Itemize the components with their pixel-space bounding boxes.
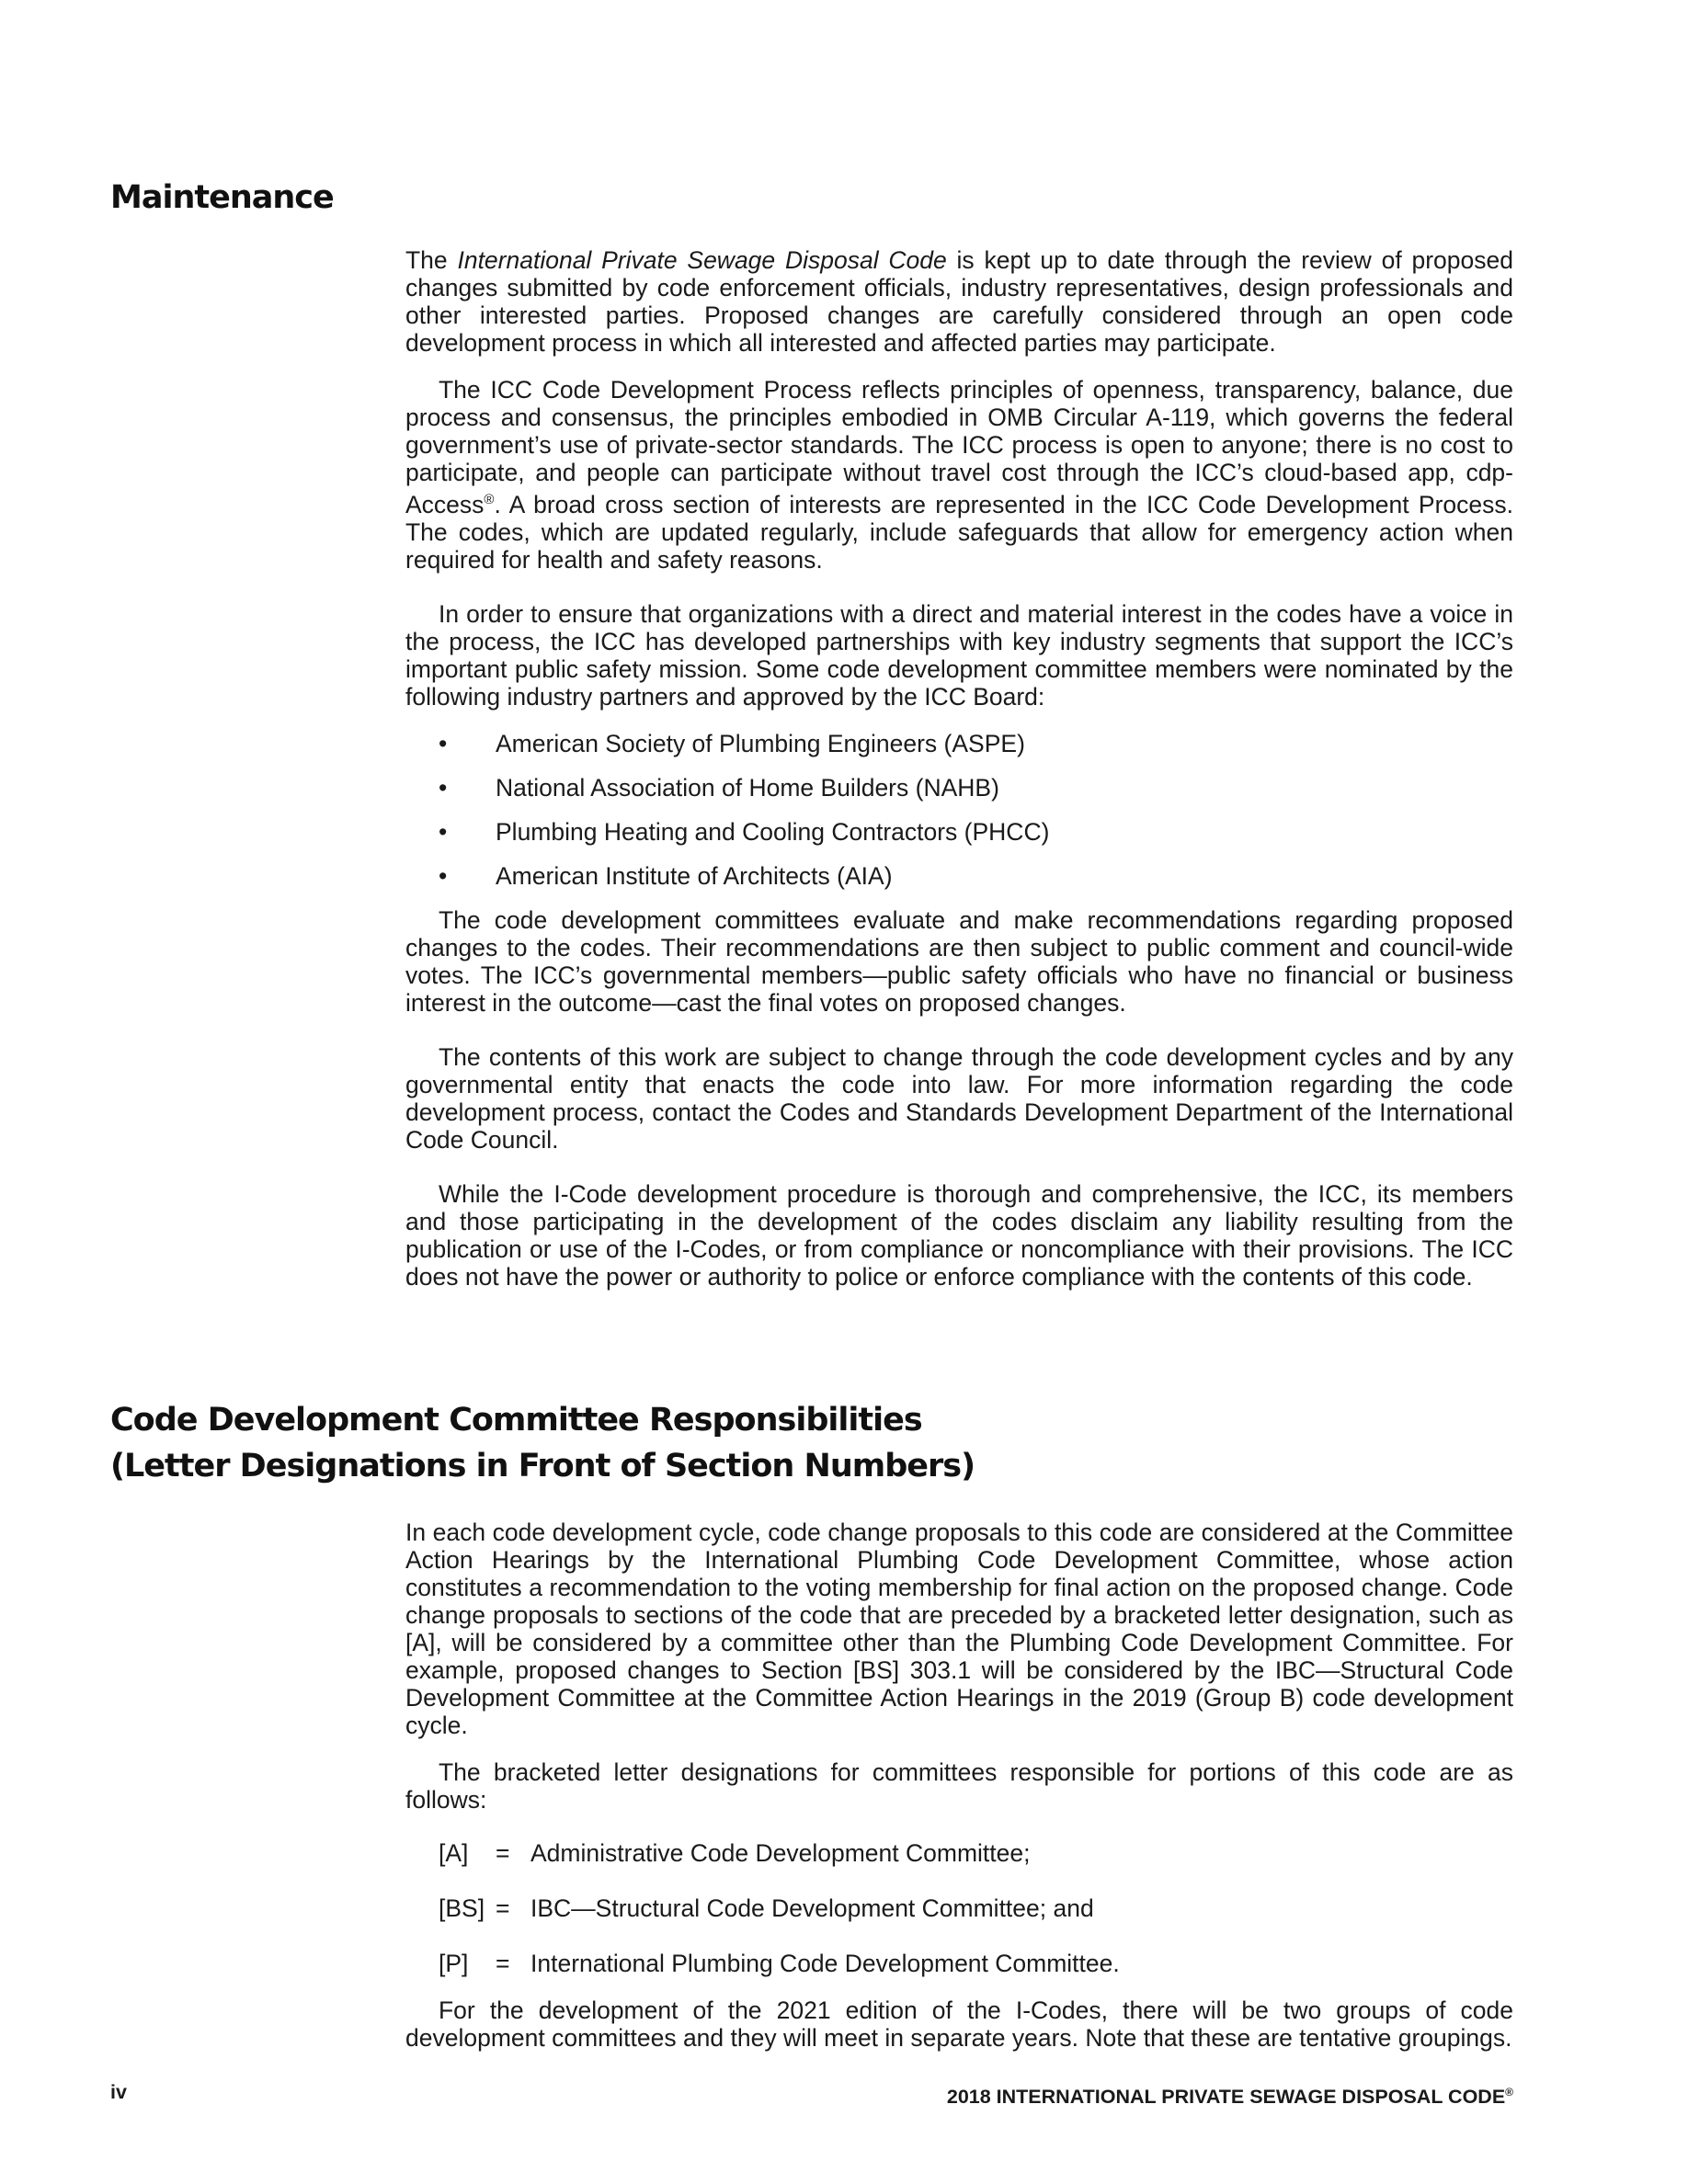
- registered-mark: ®: [484, 492, 495, 507]
- page-number: iv: [110, 2081, 127, 2103]
- designation-item: [P] = International Plumbing Code Development Committee.: [439, 1950, 1120, 1977]
- committee-paragraph: In each code development cycle, code change proposals to this code are considered at the Committee Action Hearings by the International Plumbing Code Development Committee, whose action constitutes a recommendation to the voting membership for final action on the proposed change. Code change proposals to sections of the code that are preceded by a bracketed letter designation, such as [A], will be considered by a committee other than the Plumbing Code Development Committee. For example, proposed changes to Section [BS] 303.1 will be considered by the IBC—Structural Code Development Committee at the Committee Action Hearings in the 2019 (Group B) code development cycle.: [405, 1519, 1513, 1739]
- running-footer-title: 2018 INTERNATIONAL PRIVATE SEWAGE DISPOSAL CODE®: [946, 2086, 1513, 2109]
- list-item: • Plumbing Heating and Cooling Contractors (PHCC): [439, 817, 1050, 846]
- list-item: • National Association of Home Builders (NAHB): [439, 773, 999, 802]
- list-item: • American Institute of Architects (AIA): [439, 861, 893, 890]
- bullet-icon: •: [439, 773, 448, 802]
- list-item: • American Society of Plumbing Engineers (ASPE): [439, 729, 1025, 757]
- bullet-icon: •: [439, 861, 448, 890]
- designation-item: [A] = Administrative Code Development Committee;: [439, 1839, 1031, 1867]
- maintenance-paragraph: The contents of this work are subject to change through the code development cycles and by any governmental entity that enacts the code into law. For more information regarding the code development process, contact the Codes and Standards Development Department of the International Code Council.: [405, 1042, 1513, 1154]
- maintenance-paragraph: While the I-Code development procedure is thorough and comprehensive, the ICC, its members and those participating in the development of the codes disclaim any liability resulting from the publication or use of the I-Codes, or from compliance or noncompliance with their provisions. The ICC does not have the power or authority to police or enforce compliance with the contents of this code.: [405, 1179, 1513, 1291]
- industry-partners-list: [405, 730, 1513, 890]
- designation-item: [BS] = IBC—Structural Code Development Committee; and: [439, 1894, 1094, 1922]
- committee-paragraph: For the development of the 2021 edition of the I-Codes, there will be two groups of code development committees and they will meet in separate years. Note that these are tentative groupings.: [405, 1996, 1513, 2052]
- maintenance-paragraph: The ICC Code Development Process reflects principles of openness, transparency, balance, due process and consensus, the principles embodied in OMB Circular A-119, which governs the federal government’s use of private-sector standards. The ICC process is open to anyone; there is no cost to participate, and people can participate without travel cost through the ICC’s cloud-based app, cdp-Access®. A broad cross section of interests are represented in the ICC Code Development Process. The codes, which are updated regularly, include safeguards that allow for emergency action when required for health and safety reasons.: [405, 376, 1513, 574]
- bullet-icon: •: [439, 817, 448, 846]
- maintenance-heading: Maintenance: [110, 179, 334, 216]
- committee-heading: Code Development Committee Responsibilities (Letter Designations in Front of Section Numbers): [110, 1402, 975, 1484]
- bullet-icon: •: [439, 729, 448, 757]
- maintenance-paragraph: The International Private Sewage Disposal Code is kept up to date through the review of proposed changes submitted by code enforcement officials, industry representatives, design professionals and other interested parties. Proposed changes are carefully considered through an open code development process in which all interested and affected parties may participate.: [405, 246, 1513, 357]
- committee-paragraph: The bracketed letter designations for committees responsible for portions of this code are as follows:: [405, 1758, 1513, 1814]
- maintenance-paragraph: In order to ensure that organizations with a direct and material interest in the codes have a voice in the process, the ICC has developed partnerships with key industry segments that support the ICC’s important public safety mission. Some code development committee members were nominated by the following industry partners and approved by the ICC Board:: [405, 599, 1513, 711]
- maintenance-paragraph: The code development committees evaluate and make recommendations regarding proposed changes to the codes. Their recommendations are then subject to public comment and council-wide votes. The ICC’s governmental members—public safety officials who have no financial or business interest in the outcome—cast the final votes on proposed changes.: [405, 905, 1513, 1017]
- maintenance-body: [405, 246, 1513, 1291]
- committee-body: [405, 1519, 1513, 2052]
- registered-mark: ®: [1505, 2086, 1513, 2099]
- code-title-italic: International Private Sewage Disposal Code: [457, 246, 947, 274]
- letter-designations-list: [405, 1839, 1513, 1977]
